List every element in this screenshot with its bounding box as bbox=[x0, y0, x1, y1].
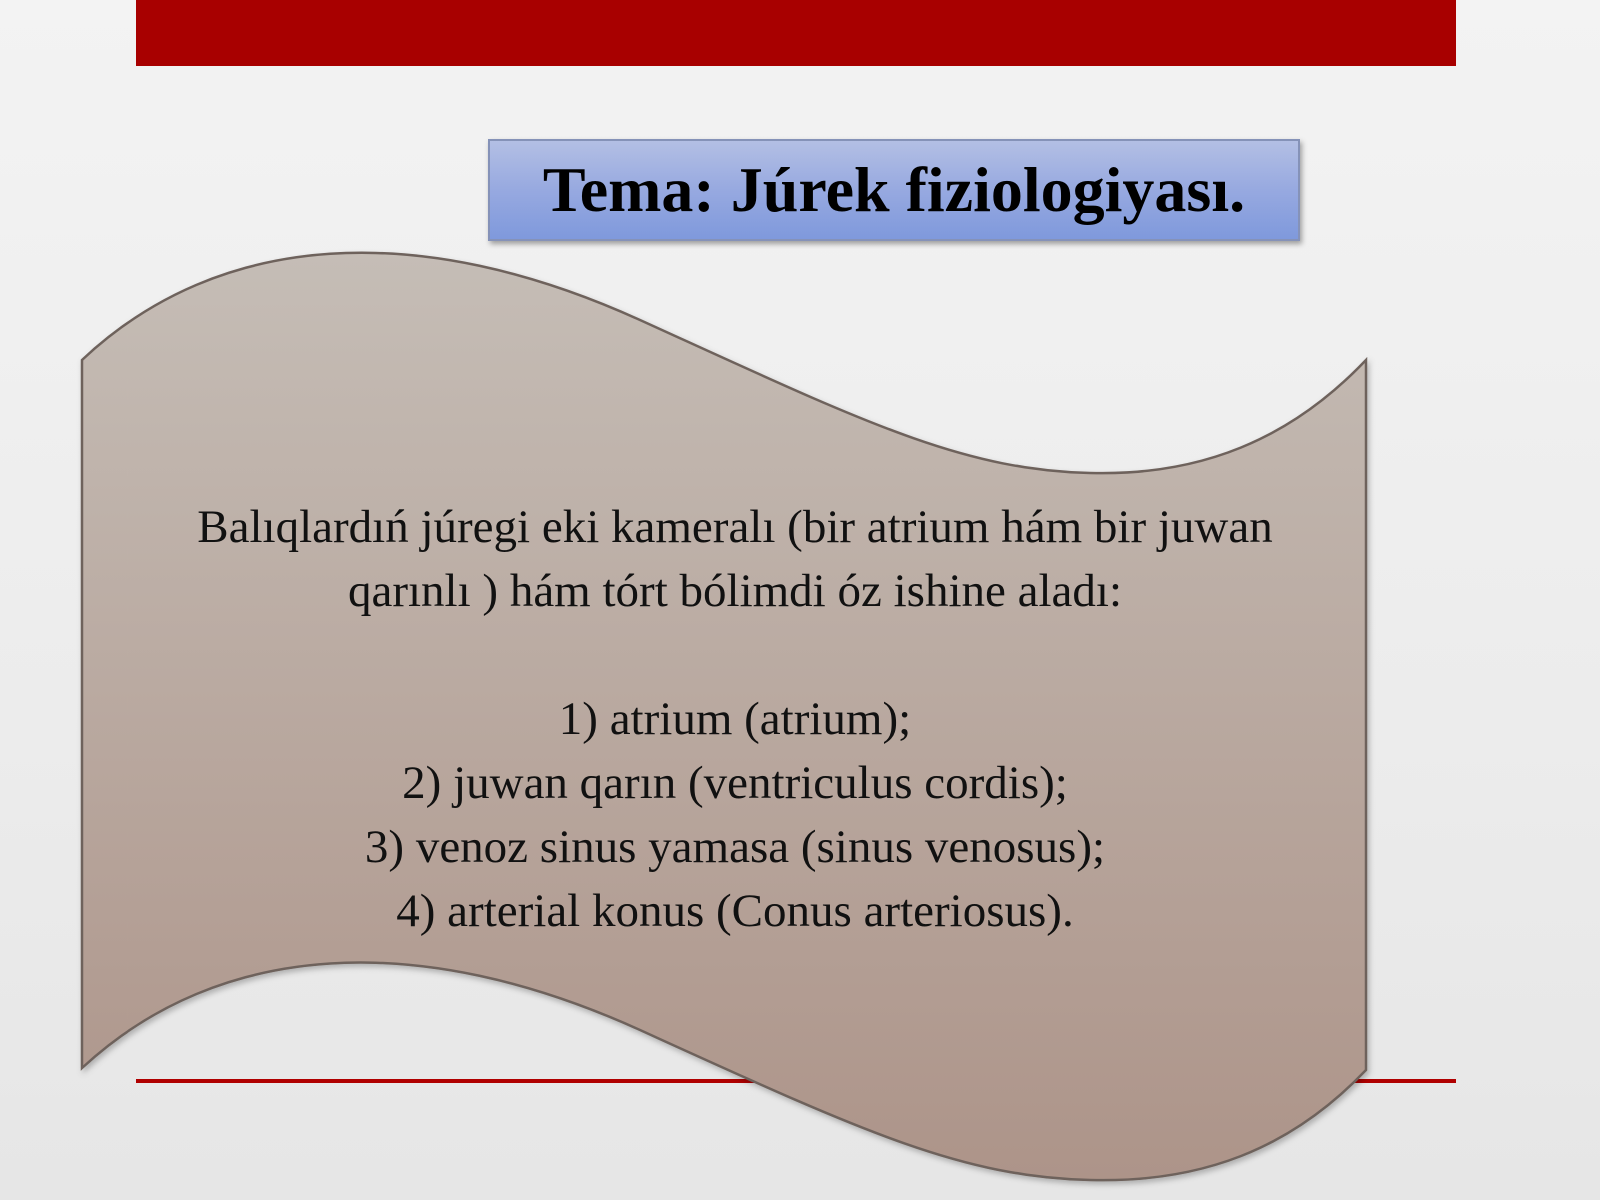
list-item-conus-arteriosus: 4) arterial konus (Conus arteriosus). bbox=[396, 885, 1074, 937]
list-item-sinus-venosus: 3) venoz sinus yamasa (sinus venosus); bbox=[364, 821, 1106, 873]
title-box bbox=[488, 139, 1300, 241]
list-item-atrium: 1) atrium (atrium); bbox=[558, 693, 912, 745]
intro-line-2: qarınlı ) hám tórt bólimdi óz ishine aladı: bbox=[347, 565, 1123, 617]
content-spacer bbox=[100, 623, 1370, 687]
slide-title: Tema: Júrek fiziologiyası. bbox=[542, 154, 1246, 225]
list-item-ventricle: 2) juwan qarın (ventriculus cordis); bbox=[402, 757, 1068, 809]
intro-line-1: Balıqlardıń júregi eki kameralı (bir atrium hám bir juwan bbox=[197, 501, 1273, 553]
slide-content bbox=[100, 495, 1370, 943]
